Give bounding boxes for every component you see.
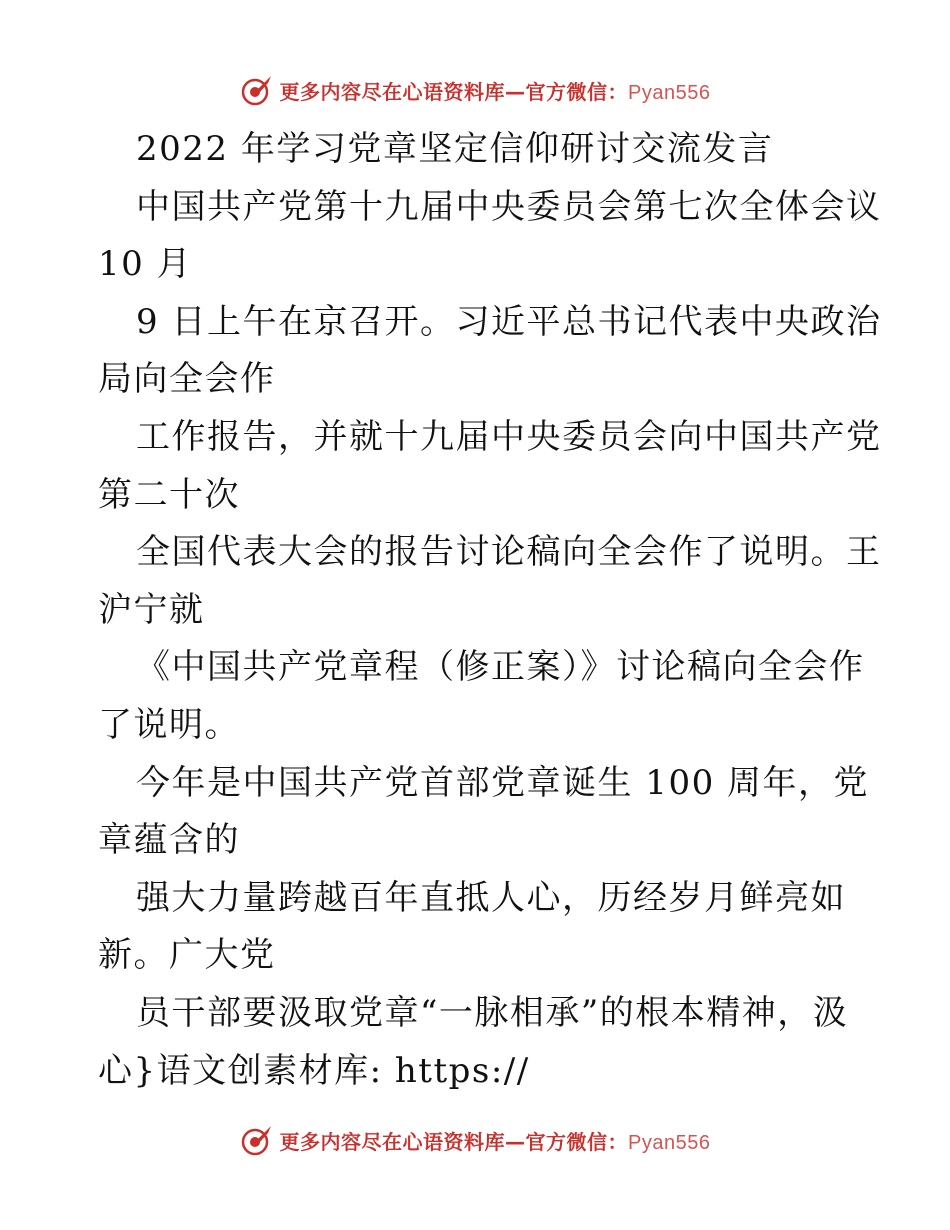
watermark-header	[0, 70, 950, 110]
watermark-text: 更多内容尽在心语资料库—官方微信：Pyan556	[279, 79, 711, 104]
paragraph-line: 10 月	[98, 244, 193, 285]
paragraph-line: 章蕴含的	[98, 820, 240, 861]
paragraph-line: 9 日上午在京召开。习近平总书记代表中央政治	[136, 301, 882, 342]
paragraph-line: 全国代表大会的报告讨论稿向全会作了说明。王	[136, 532, 882, 573]
paragraph-line: 强大力量跨越百年直抵人心，历经岁月鲜亮如	[136, 877, 846, 918]
paragraph-line: 心}语文创素材库: https://	[98, 1050, 530, 1091]
paragraph-line: 今年是中国共产党首部党章诞生 100 周年，党	[136, 762, 870, 803]
paragraph-line: 《中国共产党章程（修正案）》讨论稿向全会作	[136, 647, 865, 688]
paragraph-line: 新。广大党	[98, 935, 276, 976]
paragraph-line: 局向全会作	[98, 359, 276, 400]
paragraph-line: 第二十次	[98, 474, 240, 515]
paragraph-line: 沪宁就	[98, 589, 205, 630]
watermark-text: 更多内容尽在心语资料库—官方微信：Pyan556	[279, 1129, 711, 1154]
paragraph-line: 2022 年学习党章坚定信仰研讨交流发言	[136, 129, 774, 169]
quill-logo-icon	[240, 1123, 274, 1157]
paragraph-line: 中国共产党第十九届中央委员会第七次全体会议	[136, 186, 882, 227]
paragraph-line: 工作报告，并就十九届中央委员会向中国共产党	[136, 416, 882, 457]
paragraph-line: 员干部要汲取党章“一脉相承”的根本精神，汲	[136, 992, 849, 1033]
paragraph-line: 了说明。	[98, 704, 240, 745]
document-body	[98, 121, 882, 1100]
watermark-footer	[0, 1120, 950, 1160]
quill-logo-icon	[240, 73, 274, 107]
